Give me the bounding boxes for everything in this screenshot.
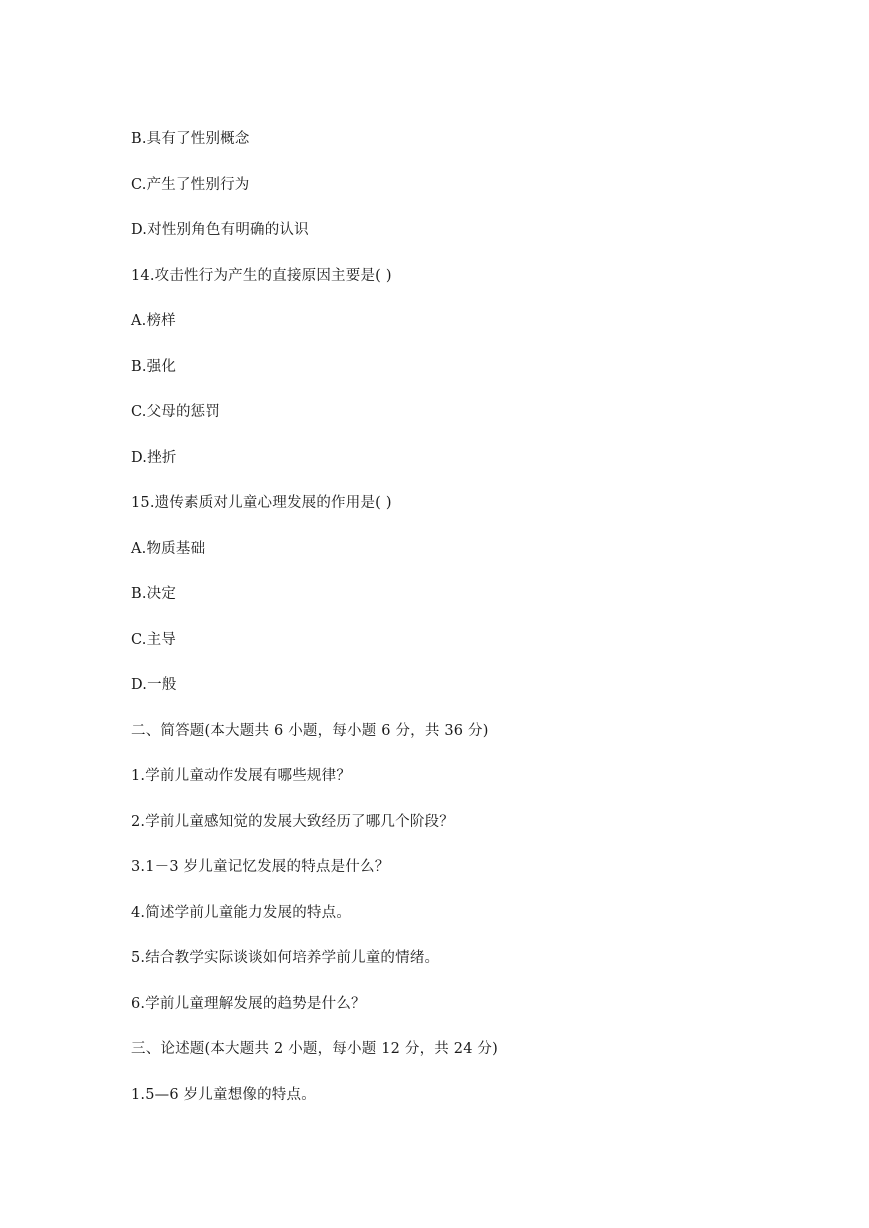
essay-question-1: 1.5—6 岁儿童想像的特点。 (131, 1086, 316, 1103)
short-answer-question-5: 5.结合教学实际谈谈如何培养学前儿童的情绪。 (131, 950, 440, 966)
question-14: 14.攻击性行为产生的直接原因主要是( ) (131, 267, 392, 284)
short-answer-question-3: 3.1－3 岁儿童记忆发展的特点是什么？ (131, 859, 390, 875)
option-15-b: B.决定 (131, 586, 177, 602)
option-14-d: D.挫折 (131, 449, 177, 466)
option-15-d: D.一般 (131, 677, 177, 693)
option-14-a: A.榜样 (131, 313, 176, 329)
document-body (131, 128, 751, 1129)
option-15-c: C.主导 (131, 631, 176, 648)
question-15: 15.遗传素质对儿童心理发展的作用是( ) (131, 495, 392, 511)
option-13-c: C.产生了性别行为 (131, 176, 250, 193)
option-14-c: C.父母的惩罚 (131, 404, 221, 420)
section-heading-short-answer: 二、简答题(本大题共 6 小题，每小题 6 分，共 36 分) (131, 722, 489, 739)
short-answer-question-1: 1.学前儿童动作发展有哪些规律？ (131, 768, 352, 784)
section-heading-essay: 三、论述题(本大题共 2 小题，每小题 12 分，共 24 分) (131, 1041, 498, 1057)
option-15-a: A.物质基础 (131, 540, 206, 557)
short-answer-question-4: 4.简述学前儿童能力发展的特点。 (131, 904, 352, 921)
option-13-d: D.对性别角色有明确的认识 (131, 222, 309, 238)
short-answer-question-2: 2.学前儿童感知觉的发展大致经历了哪几个阶段？ (131, 813, 454, 830)
short-answer-question-6: 6.学前儿童理解发展的趋势是什么？ (131, 995, 366, 1012)
option-13-b: B.具有了性别概念 (131, 131, 250, 147)
option-14-b: B.强化 (131, 358, 177, 375)
